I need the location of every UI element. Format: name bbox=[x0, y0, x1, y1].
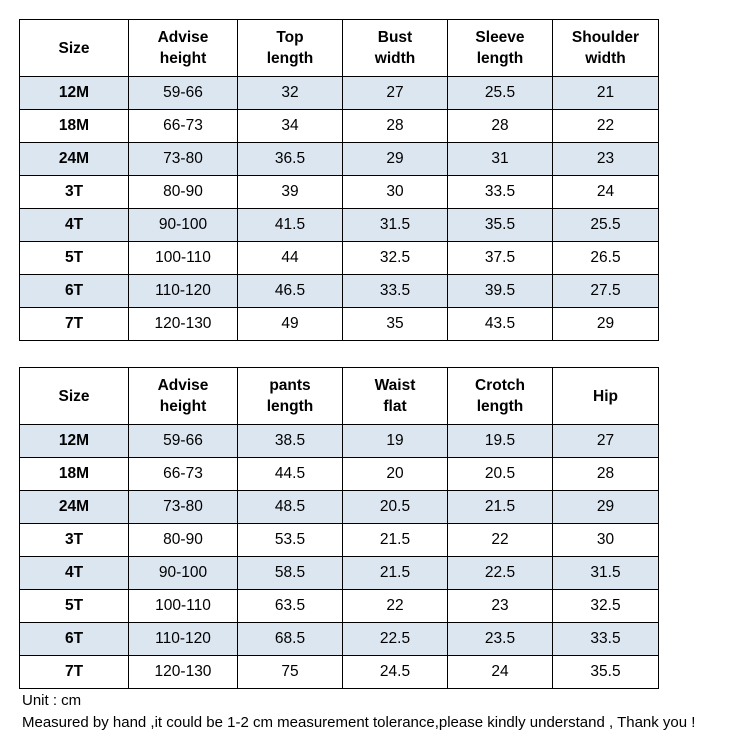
size-cell: 5T bbox=[20, 590, 129, 623]
table-cell: 66-73 bbox=[129, 110, 238, 143]
table-row bbox=[20, 176, 659, 209]
table-cell: 20.5 bbox=[448, 458, 553, 491]
header-advise-height: Advise height bbox=[129, 20, 238, 77]
table-row bbox=[20, 557, 659, 590]
header-size: Size bbox=[20, 20, 129, 77]
table-cell: 44 bbox=[238, 242, 343, 275]
table-cell: 21.5 bbox=[343, 524, 448, 557]
table-row bbox=[20, 491, 659, 524]
table-cell: 58.5 bbox=[238, 557, 343, 590]
table-cell: 46.5 bbox=[238, 275, 343, 308]
table-cell: 37.5 bbox=[448, 242, 553, 275]
table-cell: 39 bbox=[238, 176, 343, 209]
table-cell: 23.5 bbox=[448, 623, 553, 656]
table-cell: 24 bbox=[553, 176, 659, 209]
table-cell: 29 bbox=[553, 491, 659, 524]
header-sleeve-length: Sleeve length bbox=[448, 20, 553, 77]
table-cell: 24.5 bbox=[343, 656, 448, 689]
table-header-row bbox=[20, 20, 659, 77]
table-cell: 28 bbox=[343, 110, 448, 143]
table-cell: 90-100 bbox=[129, 557, 238, 590]
table-row bbox=[20, 590, 659, 623]
table-cell: 29 bbox=[553, 308, 659, 341]
table-cell: 32.5 bbox=[553, 590, 659, 623]
size-cell: 4T bbox=[20, 209, 129, 242]
table-cell: 39.5 bbox=[448, 275, 553, 308]
table-cell: 22 bbox=[553, 110, 659, 143]
table-cell: 33.5 bbox=[343, 275, 448, 308]
table-cell: 35.5 bbox=[553, 656, 659, 689]
table-cell: 30 bbox=[553, 524, 659, 557]
table-row bbox=[20, 110, 659, 143]
table-cell: 30 bbox=[343, 176, 448, 209]
table-cell: 120-130 bbox=[129, 656, 238, 689]
table-cell: 19 bbox=[343, 425, 448, 458]
table-cell: 19.5 bbox=[448, 425, 553, 458]
table-cell: 43.5 bbox=[448, 308, 553, 341]
table-cell: 33.5 bbox=[448, 176, 553, 209]
table-cell: 63.5 bbox=[238, 590, 343, 623]
table-cell: 110-120 bbox=[129, 275, 238, 308]
table-cell: 68.5 bbox=[238, 623, 343, 656]
table-cell: 75 bbox=[238, 656, 343, 689]
table-cell: 21 bbox=[553, 77, 659, 110]
size-cell: 4T bbox=[20, 557, 129, 590]
size-cell: 12M bbox=[20, 425, 129, 458]
table-cell: 80-90 bbox=[129, 176, 238, 209]
size-cell: 24M bbox=[20, 143, 129, 176]
bottom-size-table bbox=[19, 367, 659, 689]
table-cell: 34 bbox=[238, 110, 343, 143]
table-cell: 31.5 bbox=[343, 209, 448, 242]
table-cell: 27 bbox=[343, 77, 448, 110]
size-cell: 18M bbox=[20, 110, 129, 143]
table-cell: 31 bbox=[448, 143, 553, 176]
header-hip: Hip bbox=[553, 368, 659, 425]
table-cell: 28 bbox=[553, 458, 659, 491]
table-cell: 32.5 bbox=[343, 242, 448, 275]
table-row bbox=[20, 623, 659, 656]
table-cell: 20.5 bbox=[343, 491, 448, 524]
table-cell: 29 bbox=[343, 143, 448, 176]
table-cell: 28 bbox=[448, 110, 553, 143]
table-cell: 22 bbox=[343, 590, 448, 623]
header-pants-length: pants length bbox=[238, 368, 343, 425]
top-size-table bbox=[19, 19, 659, 341]
table-cell: 48.5 bbox=[238, 491, 343, 524]
table-cell: 33.5 bbox=[553, 623, 659, 656]
size-cell: 6T bbox=[20, 275, 129, 308]
table-cell: 27.5 bbox=[553, 275, 659, 308]
size-cell: 3T bbox=[20, 524, 129, 557]
table-row bbox=[20, 656, 659, 689]
table-cell: 38.5 bbox=[238, 425, 343, 458]
table-cell: 100-110 bbox=[129, 242, 238, 275]
table-row bbox=[20, 275, 659, 308]
header-size: Size bbox=[20, 368, 129, 425]
table-row bbox=[20, 143, 659, 176]
header-bust-width: Bust width bbox=[343, 20, 448, 77]
table-cell: 35.5 bbox=[448, 209, 553, 242]
size-cell: 18M bbox=[20, 458, 129, 491]
unit-note: Unit : cm bbox=[22, 692, 82, 709]
table-cell: 23 bbox=[448, 590, 553, 623]
table-row bbox=[20, 458, 659, 491]
table-row bbox=[20, 308, 659, 341]
table-cell: 73-80 bbox=[129, 143, 238, 176]
table-cell: 35 bbox=[343, 308, 448, 341]
table-row bbox=[20, 209, 659, 242]
table-row bbox=[20, 242, 659, 275]
size-cell: 5T bbox=[20, 242, 129, 275]
table-cell: 41.5 bbox=[238, 209, 343, 242]
size-cell: 7T bbox=[20, 656, 129, 689]
table-cell: 22 bbox=[448, 524, 553, 557]
table-cell: 24 bbox=[448, 656, 553, 689]
size-cell: 12M bbox=[20, 77, 129, 110]
table-cell: 32 bbox=[238, 77, 343, 110]
table-cell: 59-66 bbox=[129, 425, 238, 458]
header-shoulder-width: Shoulder width bbox=[553, 20, 659, 77]
table-cell: 110-120 bbox=[129, 623, 238, 656]
table-cell: 22.5 bbox=[448, 557, 553, 590]
table-cell: 66-73 bbox=[129, 458, 238, 491]
table-cell: 25.5 bbox=[448, 77, 553, 110]
table-cell: 36.5 bbox=[238, 143, 343, 176]
size-cell: 6T bbox=[20, 623, 129, 656]
table-cell: 21.5 bbox=[448, 491, 553, 524]
header-crotch-length: Crotch length bbox=[448, 368, 553, 425]
table-cell: 59-66 bbox=[129, 77, 238, 110]
header-waist-flat: Waist flat bbox=[343, 368, 448, 425]
table-row bbox=[20, 524, 659, 557]
table-cell: 20 bbox=[343, 458, 448, 491]
table-cell: 44.5 bbox=[238, 458, 343, 491]
table-cell: 73-80 bbox=[129, 491, 238, 524]
size-cell: 3T bbox=[20, 176, 129, 209]
table-cell: 49 bbox=[238, 308, 343, 341]
table-cell: 23 bbox=[553, 143, 659, 176]
table-cell: 53.5 bbox=[238, 524, 343, 557]
table-cell: 21.5 bbox=[343, 557, 448, 590]
table-cell: 31.5 bbox=[553, 557, 659, 590]
table-row bbox=[20, 77, 659, 110]
table-cell: 90-100 bbox=[129, 209, 238, 242]
table-cell: 27 bbox=[553, 425, 659, 458]
size-cell: 7T bbox=[20, 308, 129, 341]
table-header-row bbox=[20, 368, 659, 425]
header-top-length: Top length bbox=[238, 20, 343, 77]
table-cell: 26.5 bbox=[553, 242, 659, 275]
header-advise-height: Advise height bbox=[129, 368, 238, 425]
size-cell: 24M bbox=[20, 491, 129, 524]
table-cell: 80-90 bbox=[129, 524, 238, 557]
table-row bbox=[20, 425, 659, 458]
table-cell: 120-130 bbox=[129, 308, 238, 341]
table-cell: 25.5 bbox=[553, 209, 659, 242]
tolerance-note: Measured by hand ,it could be 1-2 cm measurement tolerance,please kindly understand , Thank you ! bbox=[22, 714, 696, 731]
table-cell: 100-110 bbox=[129, 590, 238, 623]
table-cell: 22.5 bbox=[343, 623, 448, 656]
